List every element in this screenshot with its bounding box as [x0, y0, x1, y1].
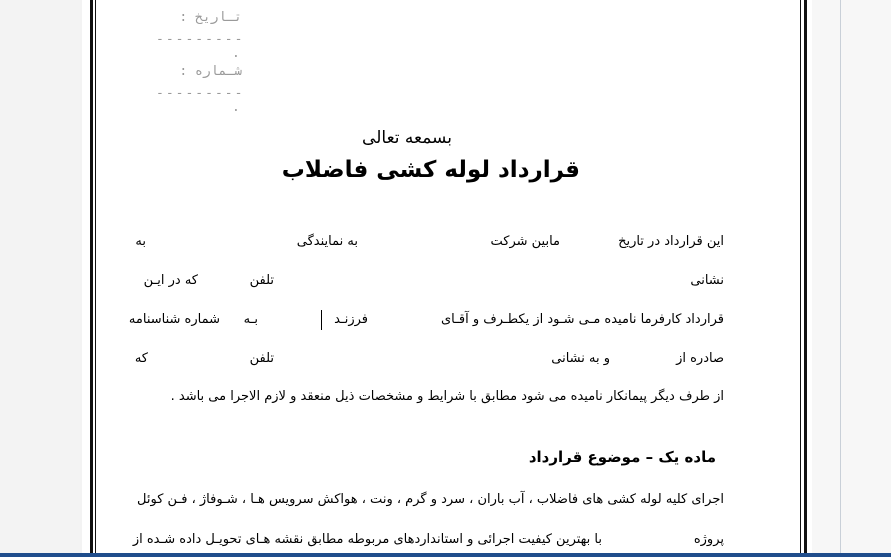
line3-seg3: بـه — [243, 312, 258, 327]
section-line-2b: با بهترین کیفیت اجرائی و استانداردهای مربوطه مطابق نقشه هـای تحویـل داده شـده از — [132, 532, 602, 547]
line2-seg2: تلفن — [249, 273, 274, 288]
page-border-left-outer — [90, 0, 93, 557]
date-label: تـاريخ : — [179, 10, 242, 25]
line5-seg1: از طرف دیگر پیمانکار نامیده می شود مطابق با شرایط و مشخصات ذیل منعقد و لازم الاجرا می باشد . — [170, 389, 724, 404]
line3-seg1: قرارداد کارفرما نامیده مـی شـود از یکطـرف و آقـای — [440, 312, 724, 327]
line2-seg1: نشانی — [690, 273, 724, 288]
section-heading: ماده یک – موضوع قرارداد — [528, 448, 716, 466]
number-dashes: --------- — [156, 86, 245, 101]
line4-seg2: و به نشانی — [551, 351, 610, 366]
right-scroll-guide — [840, 0, 841, 557]
page-border-left-inner — [95, 0, 96, 557]
number-label: شـماره : — [179, 64, 242, 79]
left-gutter — [0, 0, 82, 557]
number-dot: . — [232, 100, 242, 115]
line1-seg2: مابین شرکت — [490, 234, 560, 249]
text-cursor — [321, 310, 322, 330]
line4-seg1: صادره از — [676, 351, 724, 366]
line3-seg2: فرزنـد — [334, 312, 368, 327]
contract-title: قرارداد لوله کشی فاضلاب — [281, 157, 580, 183]
line4-seg4: که — [134, 351, 148, 366]
section-line-1: اجرای کلیه لوله کشی های فاضلاب ، آب باران ، سرد و گرم ، ونت ، هواکش سرویس هـا ، شـوفاژ ، فـن کوئل — [137, 492, 724, 507]
date-dot: . — [232, 46, 242, 61]
line4-seg3: تلفن — [249, 351, 274, 366]
line1-seg4: به — [135, 234, 146, 249]
page-border-right-outer — [804, 0, 807, 557]
date-dashes: --------- — [156, 32, 245, 47]
line1-seg3: به نمایندگی — [296, 234, 358, 249]
line1-seg1: این قرارداد در تاریخ — [618, 234, 724, 249]
section-line-2a: پروژه — [693, 532, 724, 547]
basmala: بسمعه تعالی — [362, 128, 452, 148]
status-bar-edge — [0, 553, 891, 557]
line3-seg4: شماره شناسنامه — [128, 312, 220, 327]
right-gutter — [812, 0, 891, 557]
line2-seg3: که در ایـن — [143, 273, 198, 288]
page-border-right-inner — [800, 0, 801, 557]
